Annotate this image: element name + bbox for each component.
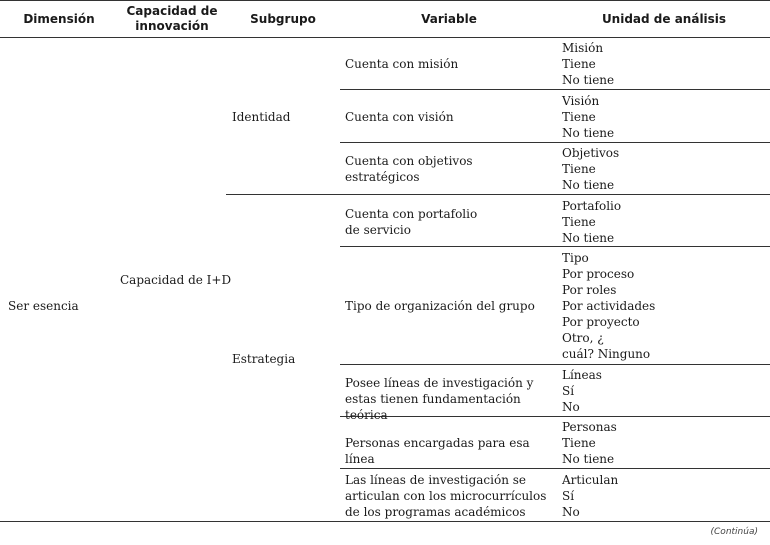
unit-item: No tiene xyxy=(562,231,615,245)
row-separator xyxy=(340,246,770,247)
unit-item: No tiene xyxy=(562,73,615,87)
variable-cell: Cuenta con objetivos estratégicos xyxy=(345,154,473,184)
variable-cell: Personas encargadas para esa línea xyxy=(345,436,530,466)
unit-list xyxy=(562,419,617,467)
unit-list xyxy=(562,250,655,362)
unit-list xyxy=(562,472,618,520)
unit-item: Sí xyxy=(562,384,575,398)
subgroup-separator xyxy=(226,194,770,195)
unit-item: Articulan xyxy=(562,473,619,487)
row-separator xyxy=(340,142,770,143)
unit-list xyxy=(562,40,614,88)
unit-list xyxy=(562,367,602,415)
header-bottom-rule xyxy=(0,37,770,38)
unit-list xyxy=(562,93,614,141)
unit-item: Tiene xyxy=(562,436,596,450)
variable-cell: Cuenta con misión xyxy=(345,57,459,71)
unit-item: Por proceso xyxy=(562,267,635,281)
unit-item: Personas xyxy=(562,420,617,434)
variable-cell: Las líneas de investigación se articulan con los microcurrículos de los programas académicos xyxy=(345,473,547,519)
unit-item: Tiene xyxy=(562,57,596,71)
unit-item: cuál? Ninguno xyxy=(562,347,651,361)
unit-item: Por roles xyxy=(562,283,617,297)
header-variable: Variable xyxy=(421,12,477,26)
unit-item: Por actividades xyxy=(562,299,656,313)
table-bottom-rule xyxy=(0,521,770,522)
unit-item: Tipo xyxy=(562,251,589,265)
unit-item: Portafolio xyxy=(562,199,622,213)
subgroup-strategy: Estrategia xyxy=(232,352,296,366)
variable-cell: Cuenta con visión xyxy=(345,110,454,124)
row-separator xyxy=(340,89,770,90)
subgroup-identity: Identidad xyxy=(232,110,291,124)
row-separator xyxy=(340,364,770,365)
unit-list xyxy=(562,145,619,193)
unit-item: Otro, ¿ xyxy=(562,331,604,345)
variable-cell: Cuenta con portafolio de servicio xyxy=(345,207,478,237)
variable-cell: Tipo de organización del grupo xyxy=(345,299,535,313)
unit-item: Líneas xyxy=(562,368,602,382)
unit-item: Misión xyxy=(562,41,604,55)
continues-note: (Continúa) xyxy=(710,527,758,537)
unit-item: No xyxy=(562,400,580,414)
unit-item: Objetivos xyxy=(562,146,620,160)
variable-cell: Posee líneas de investigación y estas tienen fundamentación teórica xyxy=(345,376,534,422)
header-capacity: Capacidad de innovación xyxy=(126,4,218,33)
header-dimension: Dimensión xyxy=(23,12,95,26)
unit-item: Tiene xyxy=(562,162,596,176)
unit-item: No tiene xyxy=(562,178,615,192)
unit-item: Por proyecto xyxy=(562,315,640,329)
unit-item: No tiene xyxy=(562,452,615,466)
row-separator xyxy=(340,468,770,469)
unit-item: No tiene xyxy=(562,126,615,140)
unit-item: Tiene xyxy=(562,215,596,229)
unit-item: No xyxy=(562,505,580,519)
unit-item: Visión xyxy=(562,94,600,108)
unit-item: Tiene xyxy=(562,110,596,124)
dimension-cell: Ser esencia xyxy=(8,299,79,313)
header-top-rule xyxy=(0,0,770,1)
unit-list xyxy=(562,198,621,246)
capacity-cell: Capacidad de I+D xyxy=(120,273,232,287)
unit-item: Sí xyxy=(562,489,575,503)
header-unit: Unidad de análisis xyxy=(601,12,727,26)
header-subgroup: Subgrupo xyxy=(250,12,316,26)
